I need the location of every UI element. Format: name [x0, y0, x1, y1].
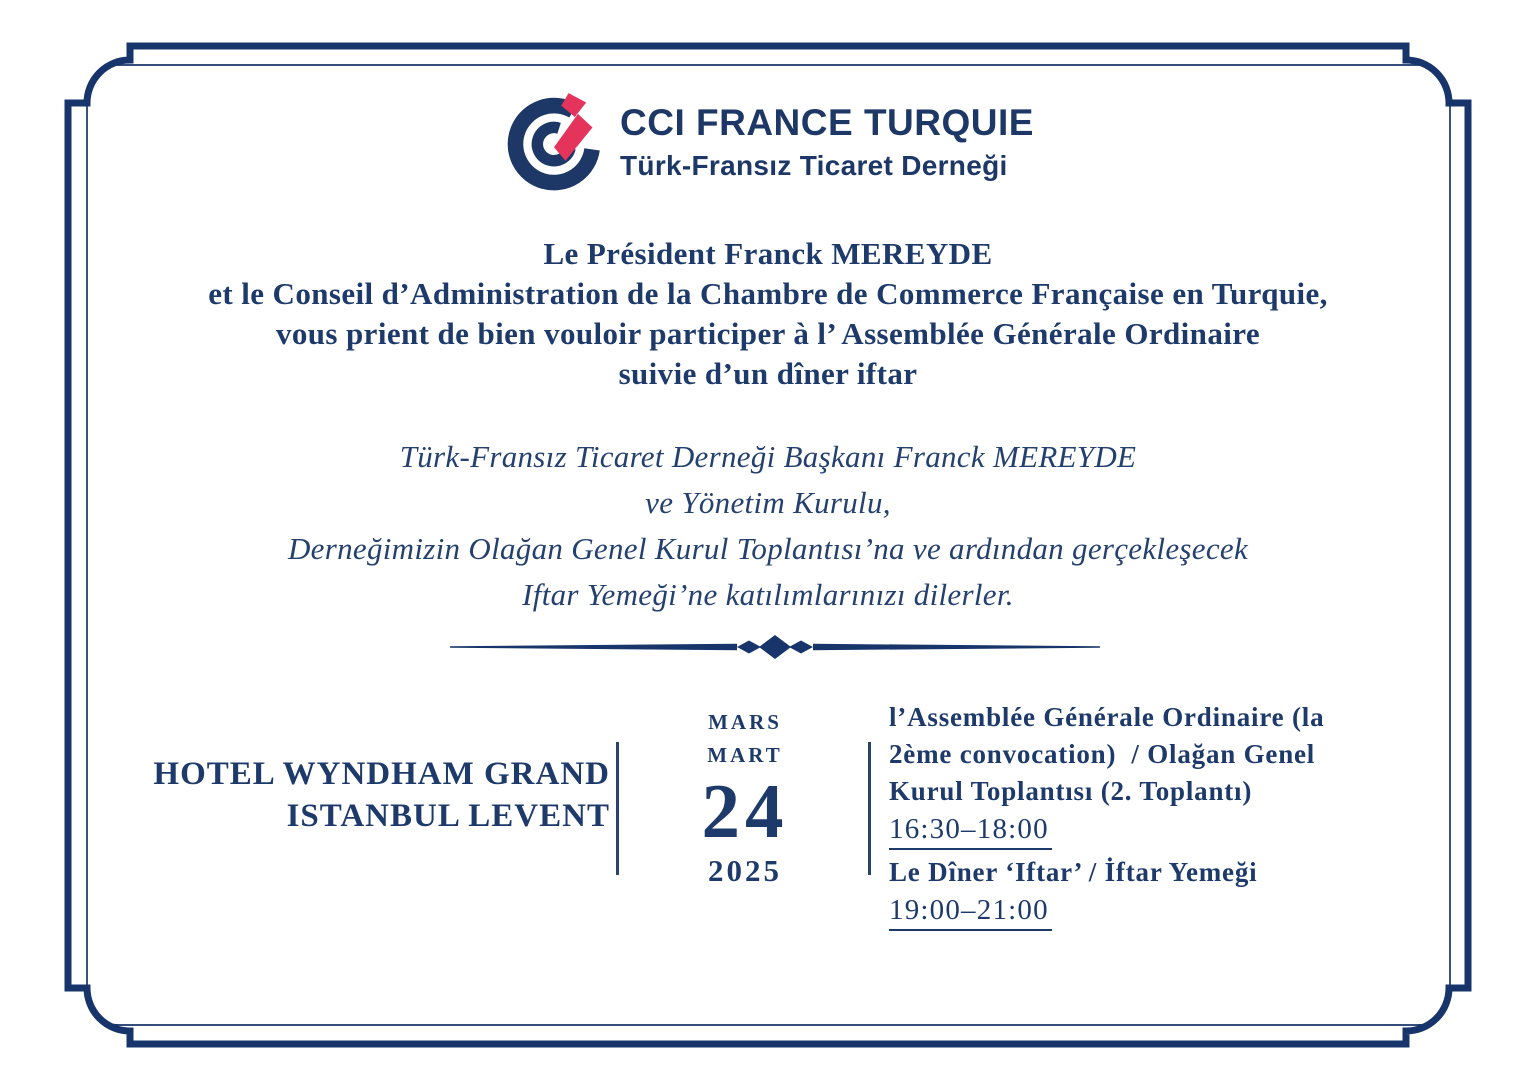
logo-subtitle: Türk-Fransız Ticaret Derneği [620, 150, 1008, 181]
date-day: 24 [701, 768, 789, 854]
date-month-french: MARS [708, 710, 782, 734]
logo-title: CCI FRANCE TURQUIE [620, 102, 1034, 143]
event1-title-line-1: l’Assemblée Générale Ordinaire (la [889, 702, 1325, 732]
fr-line-1: Le Président Franck MEREYDE [543, 236, 993, 271]
date-year: 2025 [708, 853, 782, 888]
separator-bar-right [868, 742, 871, 875]
tr-line-3: Derneğimizin Olağan Genel Kurul Toplantısı’na ve ardından gerçekleşecek [287, 531, 1249, 566]
divider-diamond-left [737, 641, 761, 654]
divider-diamond-center [759, 635, 791, 659]
fr-line-4: suivie d’un dîner iftar [618, 356, 918, 391]
event1-time: 16:30–18:00 [889, 811, 1052, 850]
invitation-text-turkish [60, 434, 1476, 618]
date-block [660, 706, 830, 892]
tr-line-1: Türk-Fransız Ticaret Derneği Başkanı Franck MEREYDE [399, 439, 1137, 474]
tr-line-4: Iftar Yemeği’ne katılımlarınızı dilerler. [522, 577, 1014, 612]
event2-time: 19:00–21:00 [889, 892, 1052, 931]
fr-line-2: et le Conseil d’Administration de la Chambre de Commerce Française en Turquie, [208, 276, 1328, 311]
divider-diamond-right [789, 641, 813, 654]
logo-text [620, 103, 1034, 181]
venue-block [150, 753, 610, 837]
event1-title-line-3: Kurul Toplantısı (2. Toplantı) [889, 776, 1253, 806]
date-month-turkish: MART [707, 743, 783, 767]
event1-title-line-2: 2ème convocation) / Olağan Genel [889, 739, 1316, 769]
cci-logo-icon [502, 90, 606, 194]
event2-title: Le Dîner ‘Iftar’ / İftar Yemeği [889, 857, 1258, 887]
venue-line-1: HOTEL WYNDHAM GRAND [153, 756, 610, 792]
separator-bar-left [616, 742, 619, 875]
logo [0, 90, 1536, 194]
venue-line-2: ISTANBUL LEVENT [286, 798, 610, 834]
fr-line-3: vous prient de bien vouloir participer à l’ Assemblée Générale Ordinaire [275, 316, 1260, 351]
tr-line-2: ve Yönetim Kurulu, [645, 485, 891, 520]
invitation-text-french [60, 234, 1476, 394]
schedule-block [889, 699, 1449, 935]
ornament-divider [450, 633, 1100, 661]
